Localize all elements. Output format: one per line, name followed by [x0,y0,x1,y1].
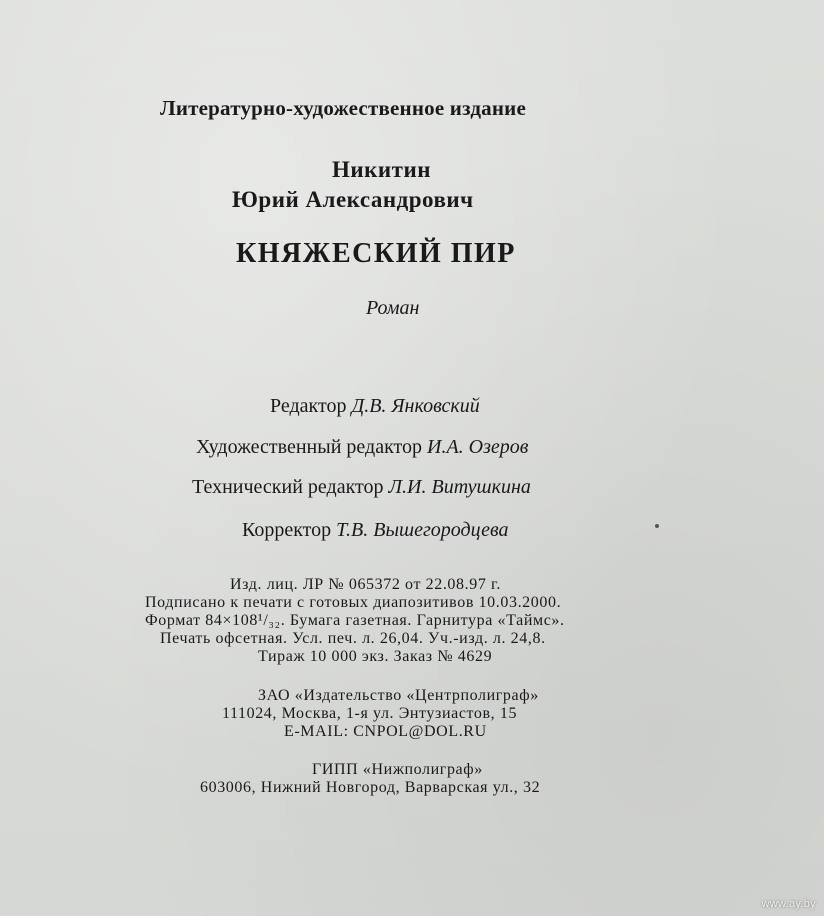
imprint-printing: Печать офсетная. Усл. печ. л. 26,04. Уч.-изд. л. 24,8. [160,630,546,647]
watermark-text: www.ay.by [761,898,816,910]
credit-role: Художественный редактор [196,436,422,458]
print-speck [655,524,659,528]
imprint-format: Формат 84×108¹/₃₂. Бумага газетная. Гарнитура «Таймс». [145,612,565,629]
imprint-signed: Подписано к печати с готовых диапозитивов 10.03.2000. [145,594,562,611]
credit-role: Технический редактор [192,476,384,498]
publisher-name: ЗАО «Издательство «Центрполиграф» [258,687,539,704]
credit-person: И.А. Озеров [427,436,529,458]
book-title: КНЯЖЕСКИЙ ПИР [236,238,516,269]
publisher-email: E-MAIL: CNPOL@DOL.RU [284,723,487,740]
imprint-license: Изд. лиц. ЛР № 065372 от 22.08.97 г. [230,576,501,593]
credit-tech-editor [192,477,531,497]
credit-art-editor [196,437,528,457]
credit-person: Т.В. Вышегородцева [336,519,509,541]
publisher-address: 111024, Москва, 1-я ул. Энтузиастов, 15 [222,705,518,722]
credit-person: Д.В. Янковский [351,395,480,417]
author-name: Юрий Александрович [232,187,474,212]
printer-name: ГИПП «Нижполиграф» [312,761,483,778]
imprint-circulation: Тираж 10 000 экз. Заказ № 4629 [258,648,493,665]
printer-address: 603006, Нижний Новгород, Варварская ул., 32 [200,779,541,796]
credit-role: Редактор [270,395,347,417]
credit-proofreader [242,520,509,540]
book-type: Роман [366,297,420,319]
author-surname: Никитин [332,157,431,182]
credit-role: Корректор [242,519,332,541]
genre-line: Литературно-художественное издание [160,96,527,120]
credit-editor [270,396,480,416]
credit-person: Л.И. Витушкина [388,476,531,498]
